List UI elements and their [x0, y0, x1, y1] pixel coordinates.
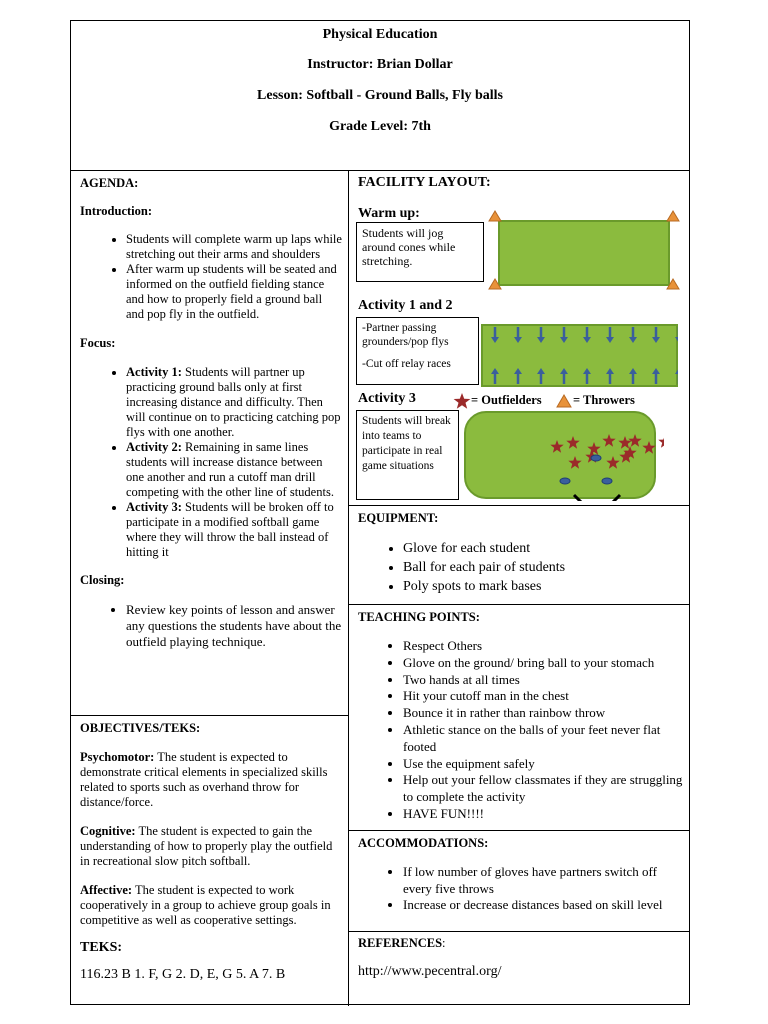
- list-item: • Respect Others: [403, 638, 683, 655]
- divider: [349, 931, 689, 932]
- arrowhead-icon: [629, 337, 637, 343]
- arrowhead-icon: [606, 368, 614, 374]
- cone-icon: [667, 211, 679, 221]
- arrowhead-icon: [514, 337, 522, 343]
- references-colon: :: [442, 936, 446, 950]
- focus-list: [80, 365, 342, 560]
- arrowhead-icon: [514, 368, 522, 374]
- list-item: [126, 365, 342, 440]
- arrowhead-icon: [629, 368, 637, 374]
- arrowhead-icon: [560, 337, 568, 343]
- activity3-note: Students will break into teams to participate in real game situations: [356, 410, 459, 500]
- subject-title: Physical Education: [322, 27, 438, 42]
- objectives-title: OBJECTIVES/TEKS:: [80, 721, 201, 735]
- references-section: [358, 936, 683, 979]
- bat-icon: [574, 495, 589, 501]
- list-item: • Help out your fellow classmates if they are struggling to complete the activity: [403, 772, 683, 806]
- psychomotor-objective: [80, 750, 342, 810]
- base-icon: [602, 478, 612, 484]
- arrowhead-icon: [652, 337, 660, 343]
- closing-list: [80, 602, 342, 650]
- warmup-label: Warm up:: [358, 206, 420, 221]
- objectives-section: [80, 721, 342, 982]
- intro-label: Introduction:: [80, 204, 153, 218]
- arrowhead-icon: [560, 368, 568, 374]
- star-icon: [658, 435, 664, 448]
- arrowhead-icon: [583, 337, 591, 343]
- teaching-title: TEACHING POINTS:: [358, 610, 480, 624]
- intro-list: [80, 232, 342, 322]
- instructor-line: Instructor: Brian Dollar: [307, 57, 453, 72]
- equipment-list: [358, 539, 683, 596]
- star-icon: [602, 434, 615, 447]
- list-item: • After warm up students will be seated and informed on the outfield fielding stance and how to properly field a ground ball and pop fly in the outfield.: [126, 262, 342, 322]
- teaching-section: [358, 610, 683, 823]
- references-heading: [358, 936, 683, 951]
- arrowhead-icon: [675, 337, 678, 343]
- cone-icon: [489, 211, 501, 221]
- teks-label: TEKS:: [80, 940, 123, 955]
- activity12-line: -Cut off relay races: [362, 358, 451, 370]
- legend-throwers: = Throwers: [573, 393, 635, 407]
- affective-label: Affective:: [80, 883, 133, 897]
- star-icon: [606, 456, 619, 469]
- arrowhead-icon: [675, 368, 678, 374]
- divider: [349, 505, 689, 506]
- accommodations-title: ACCOMMODATIONS:: [358, 836, 489, 850]
- affective-text: The student is expected to work cooperatively in a group to achieve group goals in competitive as well as cooperative settings.: [80, 883, 331, 927]
- list-item: • If low number of gloves have partners switch off every five throws: [403, 864, 683, 897]
- star-icon: [618, 436, 631, 449]
- column-divider: [348, 170, 349, 1006]
- cognitive-text: The student is expected to gain the understanding of how to properly play the outfield in recreational slow pitch softball.: [80, 824, 333, 868]
- agenda-section: [80, 176, 342, 650]
- activity-label: Activity 2:: [126, 440, 182, 454]
- cone-icon: [489, 279, 501, 289]
- game-diagram: [464, 401, 664, 501]
- closing-label: Closing:: [80, 573, 125, 587]
- list-item: [126, 440, 342, 500]
- psychomotor-text: The student is expected to demonstrate critical elements in specialized skills related to sports such as overhand throw for distance/force.: [80, 750, 328, 809]
- star-icon: [550, 440, 563, 453]
- grade-line: Grade Level: 7th: [329, 119, 431, 134]
- list-item: • Use the equipment safely: [403, 756, 683, 773]
- list-item: • Review key points of lesson and answer any questions the students have about the outfield playing technique.: [126, 602, 342, 650]
- list-item: [126, 500, 342, 560]
- cognitive-objective: [80, 824, 342, 869]
- list-item: • HAVE FUN!!!!: [403, 806, 683, 823]
- divider: [71, 715, 349, 716]
- list-item: • Students will complete warm up laps while stretching out their arms and shoulders: [126, 232, 342, 262]
- facility-title: FACILITY LAYOUT:: [358, 175, 491, 190]
- lesson-plan-sheet: [70, 20, 690, 1005]
- arrowhead-icon: [537, 368, 545, 374]
- star-icon: [642, 441, 655, 454]
- list-item: • Athletic stance on the balls of your feet never flat footed: [403, 722, 683, 756]
- list-item: • Hit your cutoff man in the chest: [403, 688, 683, 705]
- references-title: REFERENCES: [358, 936, 443, 950]
- activity-label: Activity 3:: [126, 500, 182, 514]
- activity12-label: Activity 1 and 2: [358, 298, 453, 313]
- activity-text: Students will partner up practicing ground balls only at first increasing distance and difficulty. Then will continue on to practicing catching pop flys with one another.: [126, 365, 341, 439]
- partner-arrows: [481, 324, 678, 387]
- accommodations-section: [358, 836, 683, 914]
- arrowhead-icon: [583, 368, 591, 374]
- psychomotor-label: Psychomotor:: [80, 750, 155, 764]
- list-item: • Poly spots to mark bases: [403, 577, 683, 596]
- affective-objective: [80, 883, 342, 928]
- activity3-label: Activity 3: [358, 391, 416, 406]
- activity-text: Remaining in same lines students will increase distance between one another and run a cutoff man drill competing with the other line of students.: [126, 440, 334, 499]
- header: [71, 21, 689, 171]
- list-item: • Ball for each pair of students: [403, 558, 683, 577]
- list-item: • Increase or decrease distances based on skill level: [403, 897, 683, 914]
- equipment-title: EQUIPMENT:: [358, 511, 439, 525]
- star-icon: [587, 442, 600, 455]
- teaching-list: [358, 638, 683, 823]
- star-icon: [628, 434, 641, 447]
- reference-link[interactable]: http://www.pecentral.org/: [358, 964, 502, 979]
- equipment-section: [358, 511, 683, 596]
- cognitive-label: Cognitive:: [80, 824, 136, 838]
- base-icon: [560, 478, 570, 484]
- star-icon: [568, 456, 581, 469]
- arrowhead-icon: [606, 337, 614, 343]
- warmup-note: Students will jog around cones while stretching.: [356, 222, 484, 282]
- arrowhead-icon: [491, 368, 499, 374]
- accommodations-list: [358, 864, 683, 914]
- cone-icon: [667, 279, 679, 289]
- focus-label: Focus:: [80, 336, 116, 350]
- base-icon: [591, 455, 601, 461]
- list-item: • Two hands at all times: [403, 672, 683, 689]
- arrowhead-icon: [652, 368, 660, 374]
- activity12-line: -Partner passing grounders/pop flys: [362, 322, 449, 348]
- lesson-line: Lesson: Softball - Ground Balls, Fly balls: [257, 88, 503, 103]
- teks-codes: 116.23 B 1. F, G 2. D, E, G 5. A 7. B: [80, 967, 286, 982]
- list-item: • Glove on the ground/ bring ball to your stomach: [403, 655, 683, 672]
- arrowhead-icon: [537, 337, 545, 343]
- divider: [349, 604, 689, 605]
- activity-text: Students will be broken off to participate in a modified softball game where they will throw the ball instead of hitting it: [126, 500, 334, 559]
- divider: [349, 830, 689, 831]
- arrowhead-icon: [491, 337, 499, 343]
- agenda-title: AGENDA:: [80, 176, 139, 190]
- activity-label: Activity 1:: [126, 365, 182, 379]
- warmup-cones: [487, 209, 683, 299]
- list-item: • Glove for each student: [403, 539, 683, 558]
- list-item: • Bounce it in rather than rainbow throw: [403, 705, 683, 722]
- bat-icon: [605, 495, 620, 501]
- legend-outfielders: = Outfielders: [471, 393, 542, 407]
- star-icon: [566, 436, 579, 449]
- activity12-note: [356, 317, 479, 385]
